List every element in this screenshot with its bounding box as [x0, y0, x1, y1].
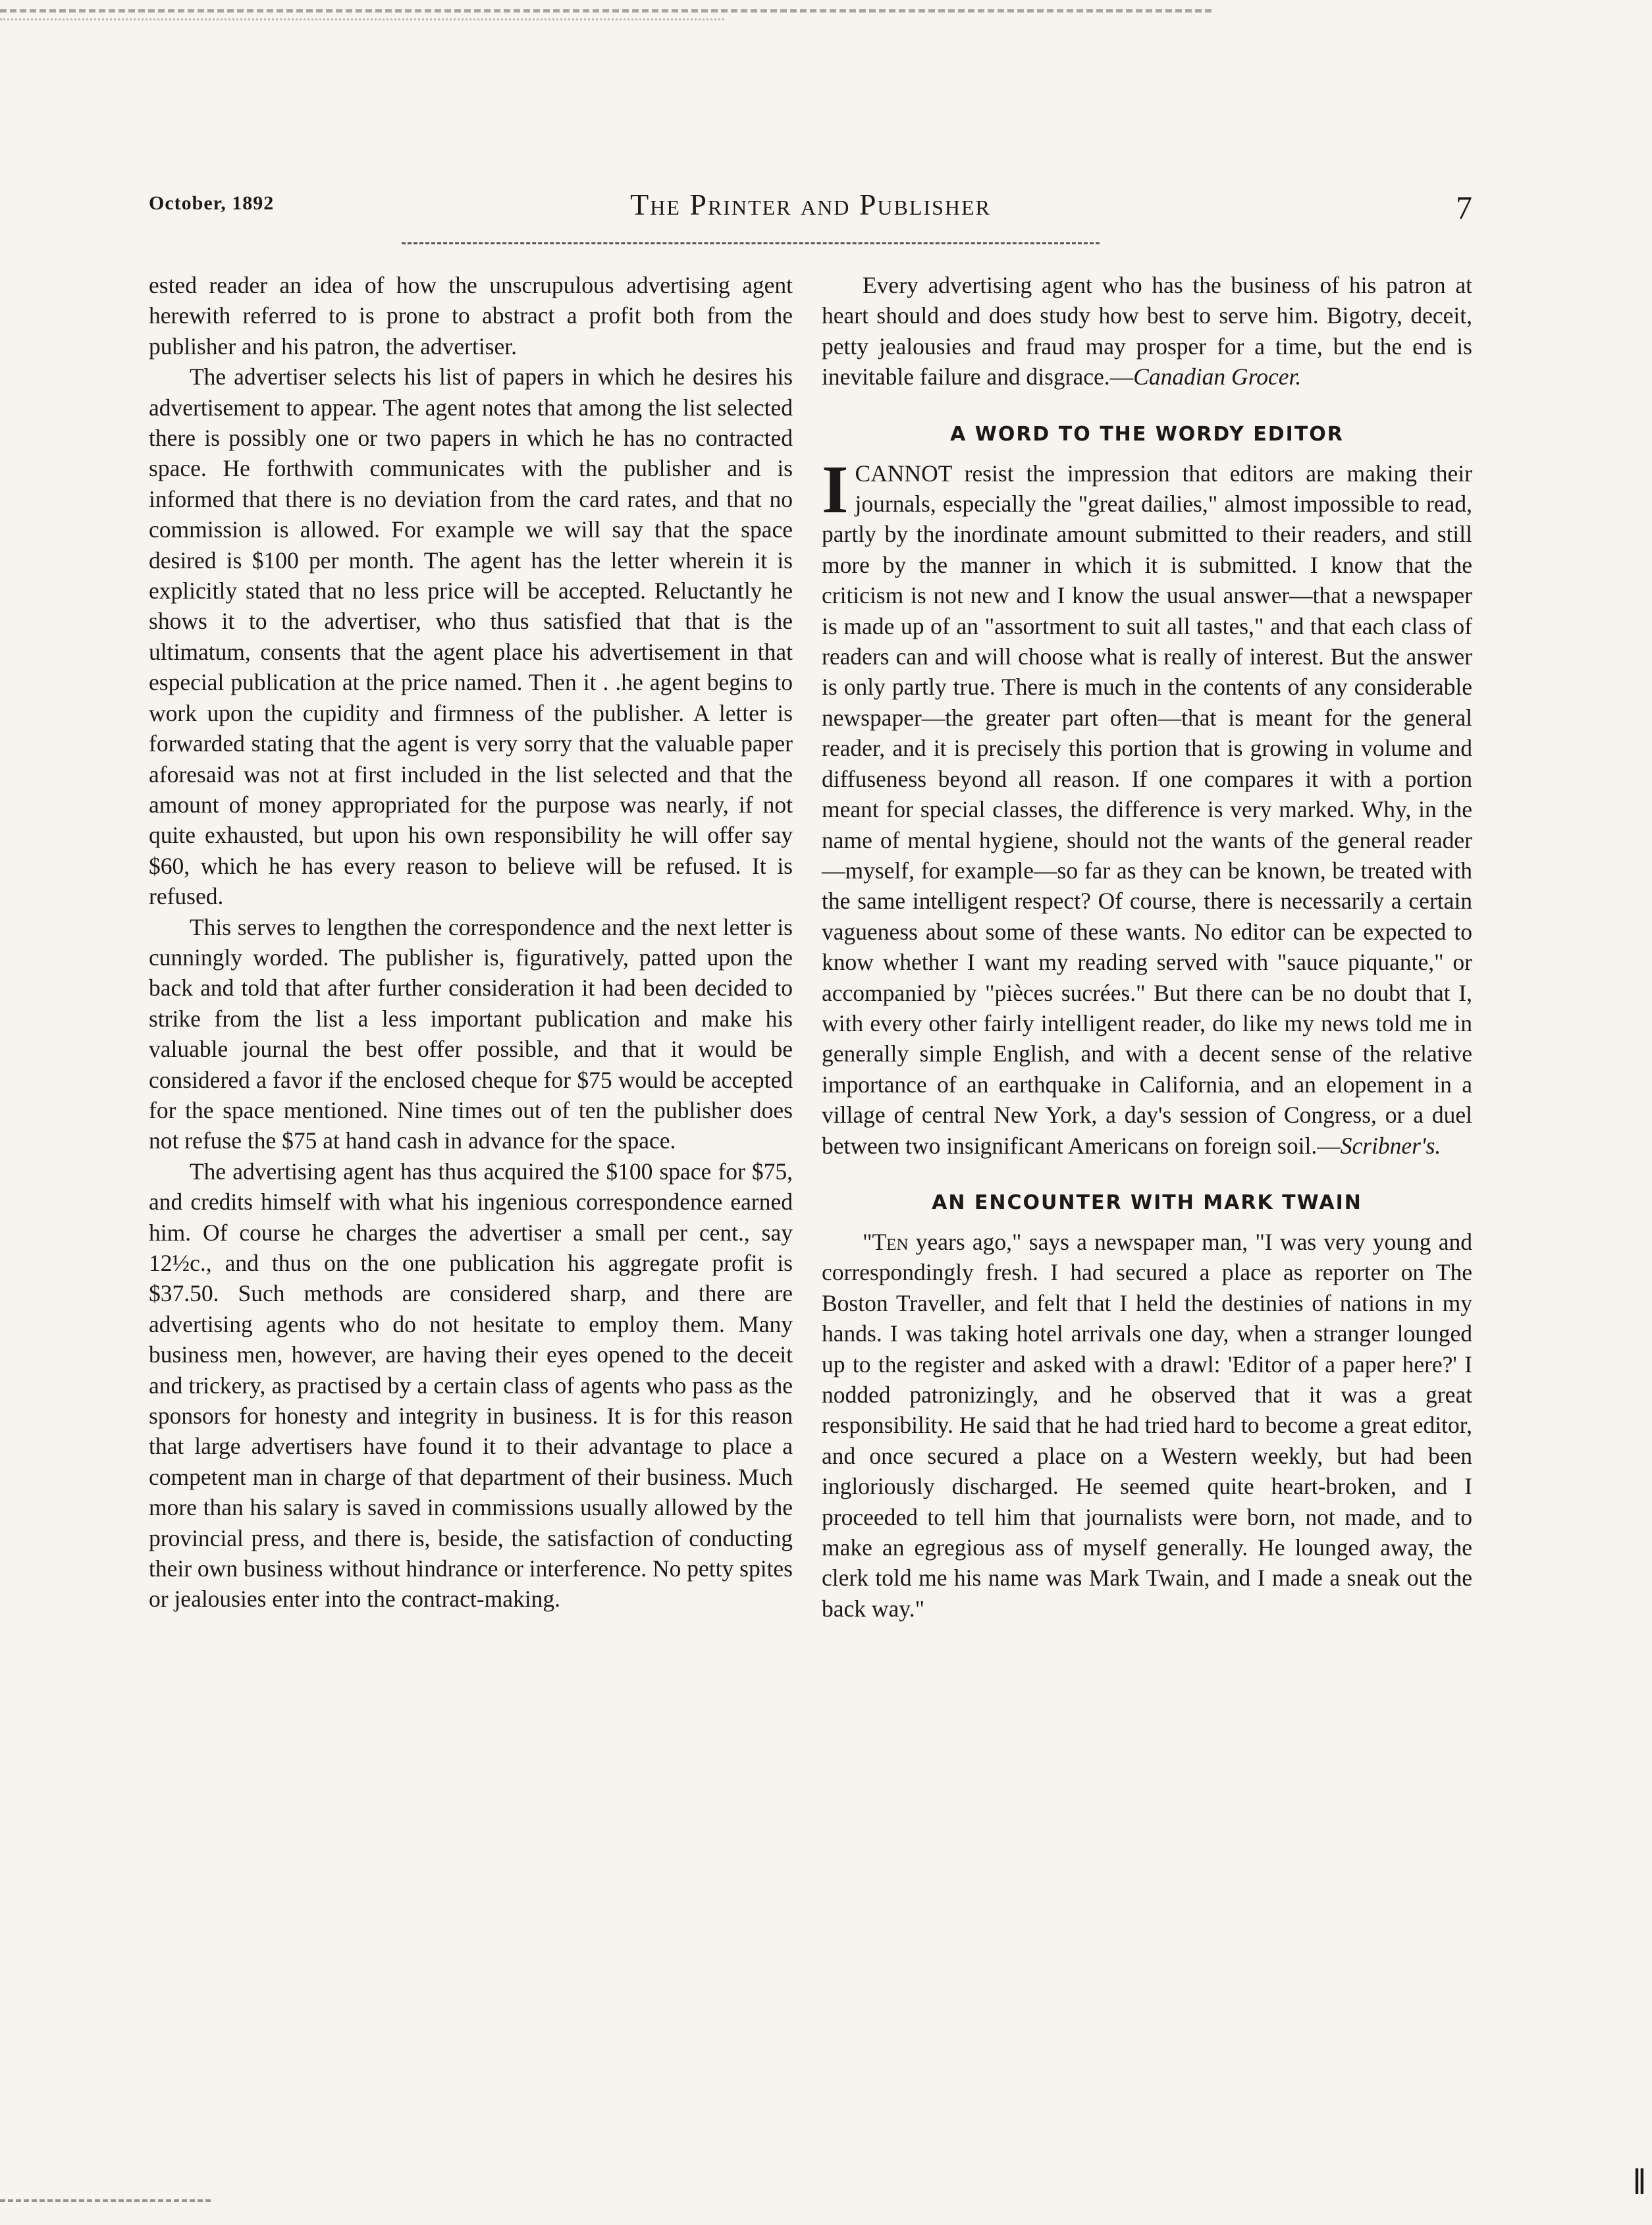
article-lead: "Ten: [863, 1228, 909, 1255]
drop-cap: I: [822, 451, 849, 527]
paragraph: The advertising agent has thus acquired the $100 space for $75, and credits himself with what his ingenious correspondence earned him. Of course he charges the advertiser a small per cent., say 12½c., and thus on the one publication his aggregate profit is $37.50. Such methods are considered sharp, and there are advertising agents who do not hesitate to employ them. Many business men, however, are having their eyes opened to the deceit and trickery, as practised by a certain class of agents who pass as the sponsors for honesty and integrity in business. It is for this reason that large advertisers have found it to their advantage to place a competent man in charge of that department of their business. Much more than his salary is saved in commissions usually allowed by the provincial press, and there is, beside, the satisfaction of conducting their own business without hindrance or interference. No petty spites or jealousies enter into the contract-making.: [149, 1158, 793, 1613]
article-text: CANNOT resist the impression that editors are making their journals, especially the "great dailies," almost impossible to read, partly by the inordinate amount submitted to their readers, and still more by the manner in which it is submitted. I know that the criticism is not new and I know the usual answer—that a newspaper is made up of an "assortment to suit all tastes," and that each class of readers can and will choose what is really of interest. But the answer is only partly true. There is much in the contents of any considerable newspaper—the greater part often—that is meant for the general reader, and it is precisely this portion that is growing in volume and diffuseness beyond all reason. If one compares it with a portion meant for special classes, the difference is very marked. Why, in the name of mental hygiene, should not the wants of the general reader —myself, for example—so far as they can be known, be treated with the same intelligent respect? Of course, there is necessarily a certain vagueness about some of these wants. No editor can be expected to know whether I want my reading served with "sauce piquante," or accompanied by "pièces sucrées." But there can be no doubt that I, with every other fairly intelligent reader, do like my news told me in generally simple English, and with a decent sense of the relative importance of an earthquake in California, and an elopement in a village of central New York, a day's session of Congress, or a duel between two insignificant Americans on foreign soil.—: [822, 460, 1472, 1159]
article-heading-wordy-editor: A WORD TO THE WORDY EDITOR: [950, 422, 1344, 446]
article-heading-mark-twain: AN ENCOUNTER WITH MARK TWAIN: [932, 1191, 1362, 1214]
issue-date: October, 1892: [149, 192, 275, 214]
page-header: [149, 187, 1472, 240]
article-body-wordy-editor: [822, 451, 1472, 1161]
publication-title: The Printer and Publisher: [630, 188, 991, 221]
intro-source: Canadian Grocer.: [1133, 363, 1302, 390]
scan-artifact-bottom: [0, 2199, 211, 2202]
paragraph: This serves to lengthen the correspondence and the next letter is cunningly worded. The publisher is, figuratively, patted upon the back and told that after further consideration it had been decided to strike from the list a less important publication and make his valuable journal the best offer possible, and that it would be considered a favor if the enclosed cheque for $75 would be accepted for the space mentioned. Nine times out of ten the publisher does not refuse the $75 at hand cash in advance for the space.: [149, 913, 793, 1154]
right-column: [822, 270, 1472, 1624]
page-number: 7: [1456, 189, 1472, 226]
intro-paragraph: [822, 270, 1472, 392]
article-text: years ago," says a newspaper man, "I was very young and correspondingly fresh. I had secured a place as reporter on The Boston Traveller, and felt that I held the destinies of nations in my hands. I was taking hotel arrivals one day, when a stranger lounged up to the register and asked with a drawl: 'Editor of a paper here?' I nodded patronizingly, and he observed that it was a great responsibility. He said that he had tried hard to become a great editor, and once secured a place on a Western weekly, but had been ingloriously discharged. He seemed quite heart-broken, and I proceeded to tell him that journalists were born, not made, and to make an egregious ass of myself generally. He lounged away, the clerk told me his name was Mark Twain, and I made a sneak out the back way.": [822, 1228, 1472, 1622]
article-body-mark-twain: [822, 1227, 1472, 1624]
header-rule: [402, 242, 1100, 244]
scan-artifact-top: [0, 9, 1212, 13]
intro-text: Every advertising agent who has the business of his patron at heart should and does study how best to serve him. Bigotry, deceit, petty jealousies and fraud may prosper for a time, but the end is inevitable failure and disgrace.—: [822, 272, 1472, 390]
article-source: Scribner's.: [1340, 1132, 1441, 1159]
left-column: [149, 270, 793, 1615]
paragraph: The advertiser selects his list of papers in which he desires his advertisement to appear. The agent notes that among the list selected there is possibly one or two papers in which he has no contracted space. He forthwith communicates with the publisher and is informed that there is no deviation from the card rates, and that no commission is allowed. For example we will say that the space desired is $100 per month. The agent has the letter wherein it is explicitly stated that no less price will be accepted. Reluctantly he shows it to the advertiser, who thus satisfied that that is the ultimatum, consents that the agent place his advertisement in that especial publication at the price named. Then it . .he agent begins to work upon the cupidity and firmness of the publisher. A letter is forwarded stating that the agent is very sorry that the valuable paper aforesaid was not at first included in the list selected and that the amount of money appropriated for the purpose was nearly, if not quite exhausted, but upon his own responsibility he will offer say $60, which he has every reason to believe will be refused. It is refused.: [149, 363, 793, 910]
paragraph-continued: ested reader an idea of how the unscrupulous advertising agent herewith referred to is prone to abstract a profit both from the publisher and his patron, the advertiser.: [149, 272, 793, 360]
scan-artifact-top-secondary: [0, 18, 724, 20]
edge-mark-glyph: ‖: [1633, 2162, 1645, 2203]
